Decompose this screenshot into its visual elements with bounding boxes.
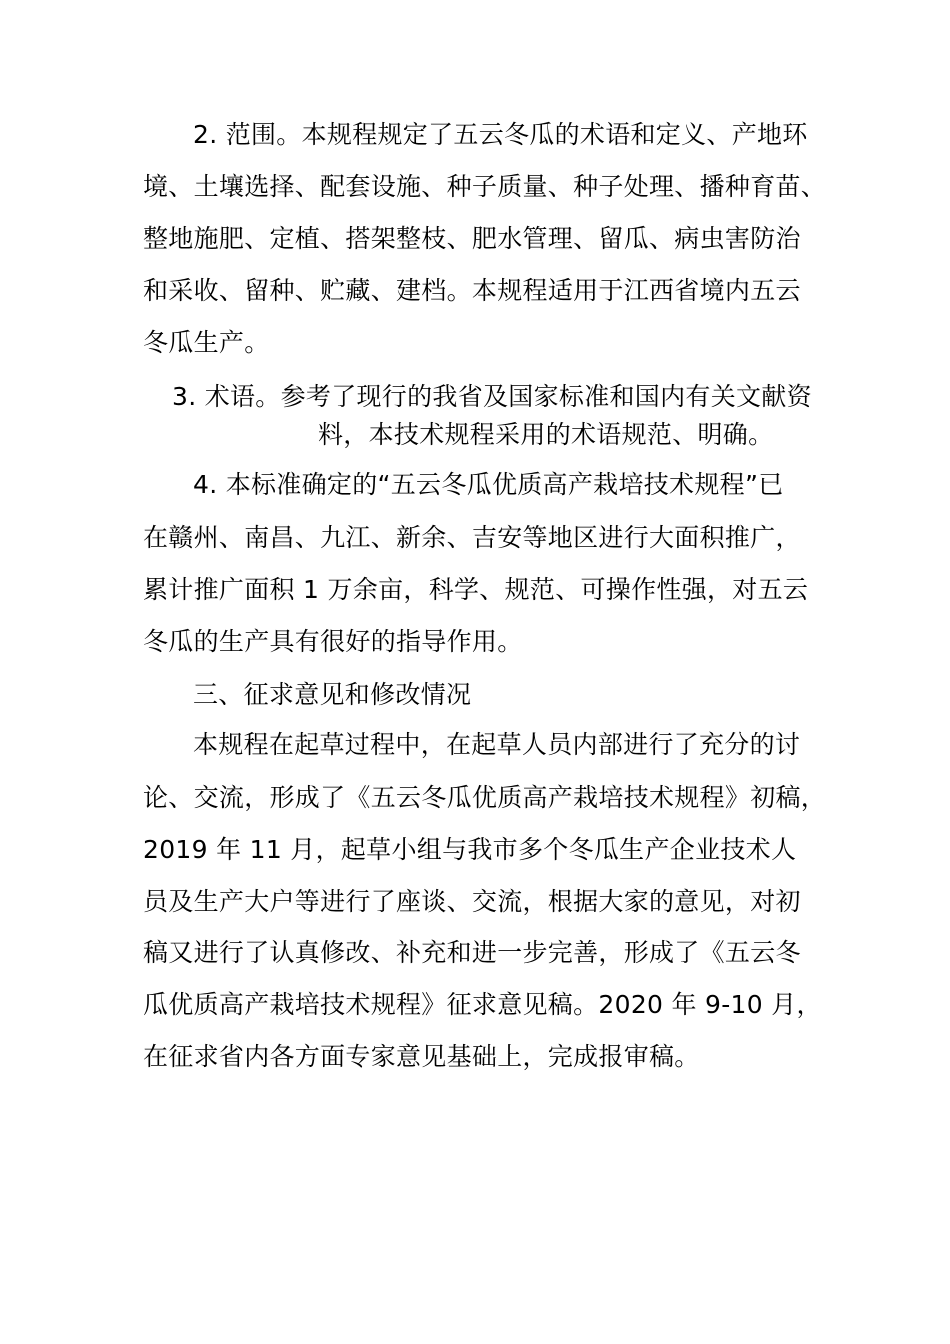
paragraph-scope-line: 2. 范围。本规程规定了五云冬瓜的术语和定义、产地环 [193,120,808,149]
paragraph-feedback-line: 2019 年 11 月，起草小组与我市多个冬瓜生产企业技术人 [143,835,797,864]
paragraph-feedback-line: 瓜优质高产栽培技术规程》征求意见稿。2020 年 9-10 月， [143,990,822,1019]
paragraph-feedback-line: 员及生产大户等进行了座谈、交流，根据大家的意见，对初 [143,887,801,916]
section-heading: 三、征求意见和修改情况 [193,680,472,709]
paragraph-feedback-line: 本规程在起草过程中，在起草人员内部进行了充分的讨 [193,730,801,759]
paragraph-terms-line: 3. 术语。参考了现行的我省及国家标准和国内有关文献资 [172,382,812,411]
paragraph-scope-line: 冬瓜生产。 [143,328,270,357]
paragraph-terms-line: 料，本技术规程采用的术语规范、明确。 [318,420,774,449]
paragraph-feedback-line: 论、交流，形成了《五云冬瓜优质高产栽培技术规程》初稿， [143,783,827,812]
paragraph-scope-line: 和采收、留种、贮藏、建档。本规程适用于江西省境内五云 [143,276,801,305]
paragraph-feedback-line: 稿又进行了认真修改、补充和进一步完善，形成了《五云冬 [143,938,801,967]
paragraph-scope-line: 整地施肥、定植、搭架整枝、肥水管理、留瓜、病虫害防治 [143,224,801,253]
paragraph-standard-line: 冬瓜的生产具有很好的指导作用。 [143,627,523,656]
paragraph-feedback-line: 在征求省内各方面专家意见基础上，完成报审稿。 [143,1042,700,1071]
paragraph-standard-line: 累计推广面积 1 万余亩，科学、规范、可操作性强，对五云 [143,575,809,604]
paragraph-scope-line: 境、土壤选择、配套设施、种子质量、种子处理、播种育苗、 [143,172,827,201]
paragraph-standard-line: 4. 本标准确定的“五云冬瓜优质高产栽培技术规程”已 [193,470,784,499]
paragraph-standard-line: 在赣州、南昌、九江、新余、吉安等地区进行大面积推广， [143,523,801,552]
